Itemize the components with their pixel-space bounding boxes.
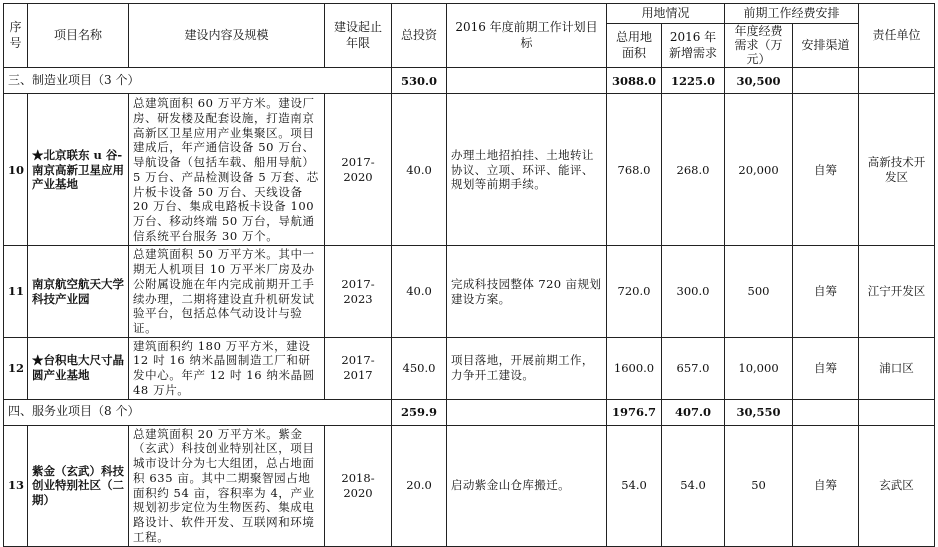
row-seq: 13 (4, 425, 28, 546)
section-empty-cell (447, 399, 607, 425)
header-seq: 序号 (4, 4, 28, 68)
row-land-new: 268.0 (662, 94, 725, 246)
row-investment: 40.0 (392, 246, 447, 337)
row-fund-annual: 50 (725, 425, 793, 546)
row-fund-annual: 10,000 (725, 337, 793, 399)
row-land-total: 1600.0 (607, 337, 662, 399)
row-seq: 12 (4, 337, 28, 399)
table-row (4, 94, 935, 246)
section-fund-annual: 30,550 (725, 399, 793, 425)
header-responsible: 责任单位 (859, 4, 935, 68)
header-investment: 总投资 (392, 4, 447, 68)
header-name: 项目名称 (28, 4, 129, 68)
table-row (4, 337, 935, 399)
row-name: ★台积电大尺寸晶圆产业基地 (28, 337, 129, 399)
header-land-group: 用地情况 (607, 4, 725, 24)
section-row (4, 68, 935, 94)
section-empty-cell (859, 399, 935, 425)
row-scale: 总建筑面积 50 万平方米。其中一期无人机项目 10 万平米厂房及办公附属设施在年内完成前期开工手续办理，二期将建设直升机研发试验平台，包括总体气动设计与验证。 (129, 246, 325, 337)
section-empty-cell (793, 399, 859, 425)
header-fund-group: 前期工作经费安排 (725, 4, 859, 24)
section-row (4, 399, 935, 425)
row-period: 2018-2020 (325, 425, 392, 546)
row-responsible: 高新技术开发区 (859, 94, 935, 246)
row-responsible: 浦口区 (859, 337, 935, 399)
row-fund-channel: 自筹 (793, 425, 859, 546)
row-fund-channel: 自筹 (793, 94, 859, 246)
row-land-total: 54.0 (607, 425, 662, 546)
row-seq: 11 (4, 246, 28, 337)
row-name: 紫金（玄武）科技创业特别社区（二期） (28, 425, 129, 546)
row-period: 2017-2023 (325, 246, 392, 337)
table-row (4, 246, 935, 337)
row-fund-annual: 500 (725, 246, 793, 337)
section-empty-cell (447, 68, 607, 94)
row-period: 2017-2020 (325, 94, 392, 246)
section-empty-cell (793, 68, 859, 94)
header-land-total: 总用地面积 (607, 24, 662, 68)
header-period: 建设起止年限 (325, 4, 392, 68)
row-fund-channel: 自筹 (793, 246, 859, 337)
header-land-new: 2016 年新增需求 (662, 24, 725, 68)
header-fund-channel: 安排渠道 (793, 24, 859, 68)
section-investment: 530.0 (392, 68, 447, 94)
row-investment: 20.0 (392, 425, 447, 546)
section-land-new: 407.0 (662, 399, 725, 425)
header-plan2016: 2016 年度前期工作计划目标 (447, 4, 607, 68)
row-scale: 总建筑面积 20 万平方米。紫金（玄武）科技创业特别社区，项目城市设计分为七大组团，总占地面积 635 亩。其中二期聚智园占地面积约 54 亩，容积率为 4，产业规划初步定位为生物医药、集成电路设计、软件开发、互联网和环境工程。 (129, 425, 325, 546)
row-responsible: 江宁开发区 (859, 246, 935, 337)
row-responsible: 玄武区 (859, 425, 935, 546)
header-fund-annual: 年度经费需求（万元） (725, 24, 793, 68)
section-land-new: 1225.0 (662, 68, 725, 94)
row-investment: 40.0 (392, 94, 447, 246)
row-fund-channel: 自筹 (793, 337, 859, 399)
section-title: 三、制造业项目（3 个） (4, 68, 392, 94)
row-plan2016: 项目落地，开展前期工作，力争开工建设。 (447, 337, 607, 399)
row-name: 南京航空航天大学科技产业园 (28, 246, 129, 337)
section-empty-cell (859, 68, 935, 94)
header-row-1 (4, 4, 935, 24)
row-land-new: 657.0 (662, 337, 725, 399)
row-land-new: 300.0 (662, 246, 725, 337)
section-land-total: 3088.0 (607, 68, 662, 94)
row-land-total: 720.0 (607, 246, 662, 337)
row-scale: 建筑面积约 180 万平方米，建设 12 吋 16 纳米晶圆制造工厂和研发中心。年产 12 吋 16 纳米晶圆 48 万片。 (129, 337, 325, 399)
row-land-total: 768.0 (607, 94, 662, 246)
row-scale: 总建筑面积 60 万平方米。建设厂房、研发楼及配套设施，打造南京高新区卫星应用产业集聚区。项目建成后，年产通信设备 50 万台、导航设备（包括车载、船用导航）5 万台、产品检测设备 5 万套、芯片板卡设备 50 万台、天线设备 20 万台、集成电路板卡设备 100 万台、移动终端 50 万台，导航通信系统平台服务 30 万个。 (129, 94, 325, 246)
row-land-new: 54.0 (662, 425, 725, 546)
section-land-total: 1976.7 (607, 399, 662, 425)
row-investment: 450.0 (392, 337, 447, 399)
section-fund-annual: 30,500 (725, 68, 793, 94)
project-table (3, 3, 935, 547)
section-investment: 259.9 (392, 399, 447, 425)
row-plan2016: 启动紫金山仓库搬迁。 (447, 425, 607, 546)
row-seq: 10 (4, 94, 28, 246)
section-title: 四、服务业项目（8 个） (4, 399, 392, 425)
row-name: ★北京联东 u 谷-南京高新卫星应用产业基地 (28, 94, 129, 246)
table-row (4, 425, 935, 546)
row-period: 2017-2017 (325, 337, 392, 399)
header-scale: 建设内容及规模 (129, 4, 325, 68)
row-fund-annual: 20,000 (725, 94, 793, 246)
row-plan2016: 办理土地招拍挂、土地转让协议、立项、环评、能评、规划等前期手续。 (447, 94, 607, 246)
row-plan2016: 完成科技园整体 720 亩规划建设方案。 (447, 246, 607, 337)
